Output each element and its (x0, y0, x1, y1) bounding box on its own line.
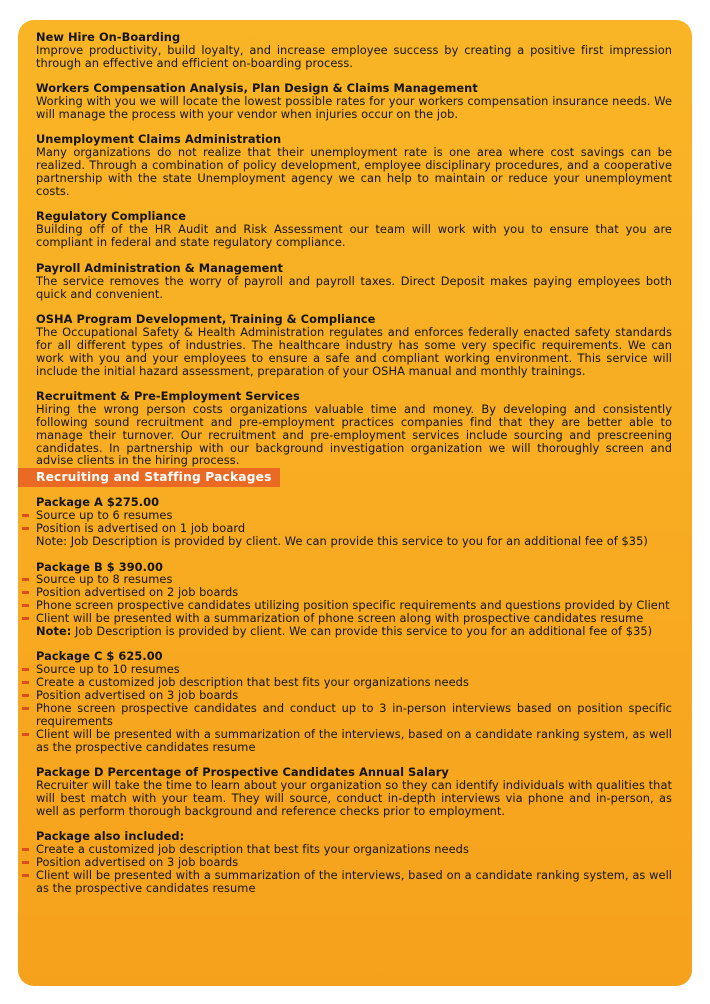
package-d (36, 766, 672, 818)
service-workers-comp (36, 82, 672, 121)
list-item: Create a customized job description that best fits your organizations needs (36, 676, 672, 689)
package-a (36, 496, 672, 548)
section-body: Many organizations do not realize that their unemployment rate is one area where cost savings can be realized. Through a combination of policy development, employee disciplinary procedures, and a cooperative partnership with the state Unemployment agency we can help to maintain or reduce your unemployment costs. (36, 145, 672, 199)
package-b (36, 561, 672, 638)
note-text: Job Description is provided by client. We can provide this service to you for an additional fee of $35) (71, 624, 653, 639)
list-item: Position advertised on 3 job boards (36, 856, 672, 869)
list-item: Position advertised on 3 job boards (36, 689, 672, 702)
list-item: Position is advertised on 1 job board (36, 522, 672, 535)
package-note (36, 625, 672, 638)
section-heading: Payroll Administration & Management (36, 260, 284, 275)
package-items (36, 509, 672, 535)
package-items (36, 843, 672, 895)
list-item: Client will be presented with a summarization of the interviews, based on a candidate ranking system, as well as the prospective candidates resume (36, 868, 672, 895)
list-item: Source up to 8 resumes (36, 573, 672, 586)
section-heading: Unemployment Claims Administration (36, 132, 282, 147)
services-panel (18, 20, 692, 986)
list-item: Source up to 6 resumes (36, 509, 672, 522)
list-item: Phone screen prospective candidates utilizing position specific requirements and questions provided by Client (36, 599, 672, 612)
package-note: Note: Job Description is provided by client. We can provide this service to you for an additional fee of $35) (36, 534, 648, 549)
package-also-included (36, 830, 672, 895)
packages-banner: Recruiting and Staffing Packages (18, 468, 280, 487)
service-recruitment (36, 390, 672, 467)
package-title: Package B $ 390.00 (36, 559, 163, 574)
service-regulatory (36, 210, 672, 249)
list-item: Source up to 10 resumes (36, 663, 672, 676)
section-heading: New Hire On-Boarding (36, 30, 181, 44)
package-c (36, 650, 672, 753)
section-heading: Recruitment & Pre-Employment Services (36, 388, 300, 403)
package-title: Package also included: (36, 829, 185, 844)
package-items (36, 663, 672, 753)
list-item: Phone screen prospective candidates and conduct up to 3 in-person interviews based on position specific requirements (36, 701, 672, 728)
package-items (36, 573, 672, 625)
section-body: Hiring the wrong person costs organizations valuable time and money. By developing and consistently following sound recruitment and pre-employment practices companies find that they are better able to manage their turnover. Our recruitment and pre-employment services include sourcing and prescreening candidates. In partnership with our background investigation organization we will thoroughly screen and advise clients in the hiring process. (36, 401, 672, 468)
list-item: Create a customized job description that best fits your organizations needs (36, 843, 672, 856)
package-title: Package C $ 625.00 (36, 649, 163, 664)
package-title: Package A $275.00 (36, 495, 160, 510)
service-payroll (36, 262, 672, 301)
service-unemployment (36, 133, 672, 198)
package-body: Recruiter will take the time to learn about your organization so they can identify individuals with qualities that will best match with your team. They will source, conduct in-depth interviews via phone and in-person, as well as perform thorough background and reference checks prior to employment. (36, 778, 672, 818)
list-item: Client will be presented with a summarization of the interviews, based on a candidate ranking system, as well as the prospective candidates resume (36, 726, 672, 754)
package-title: Package D Percentage of Prospective Candidates Annual Salary (36, 765, 449, 780)
section-body: The service removes the worry of payroll and payroll taxes. Direct Deposit makes paying employees both quick and convenient. (36, 273, 672, 301)
list-item: Client will be presented with a summarization of phone screen along with prospective candidates resume (36, 612, 672, 625)
section-body: The Occupational Safety & Health Administration regulates and enforces federally enacted safety standards for all different types of industries. The healthcare industry has some very specific requirements. We can work with you and your employees to ensure a safe and compliant working environment. This service will include the initial hazard assessment, preparation of your OSHA manual and monthly trainings. (36, 324, 672, 378)
note-label: Note: (36, 624, 72, 639)
list-item: Position advertised on 2 job boards (36, 586, 672, 599)
section-heading: Regulatory Compliance (36, 209, 186, 224)
section-body: Working with you we will locate the lowest possible rates for your workers compensation insurance needs. We will manage the process with your vendor when injuries occur on the job. (36, 94, 672, 122)
service-osha (36, 313, 672, 378)
service-new-hire (36, 31, 672, 70)
section-body: Building off of the HR Audit and Risk Assessment our team will work with you to ensure that you are compliant in federal and state regulatory compliance. (36, 222, 672, 250)
section-heading: OSHA Program Development, Training & Compliance (36, 311, 376, 326)
section-body: Improve productivity, build loyalty, and increase employee success by creating a positive first impression through an effective and efficient on-boarding process. (36, 42, 672, 70)
section-heading: Workers Compensation Analysis, Plan Design & Claims Management (36, 81, 478, 96)
